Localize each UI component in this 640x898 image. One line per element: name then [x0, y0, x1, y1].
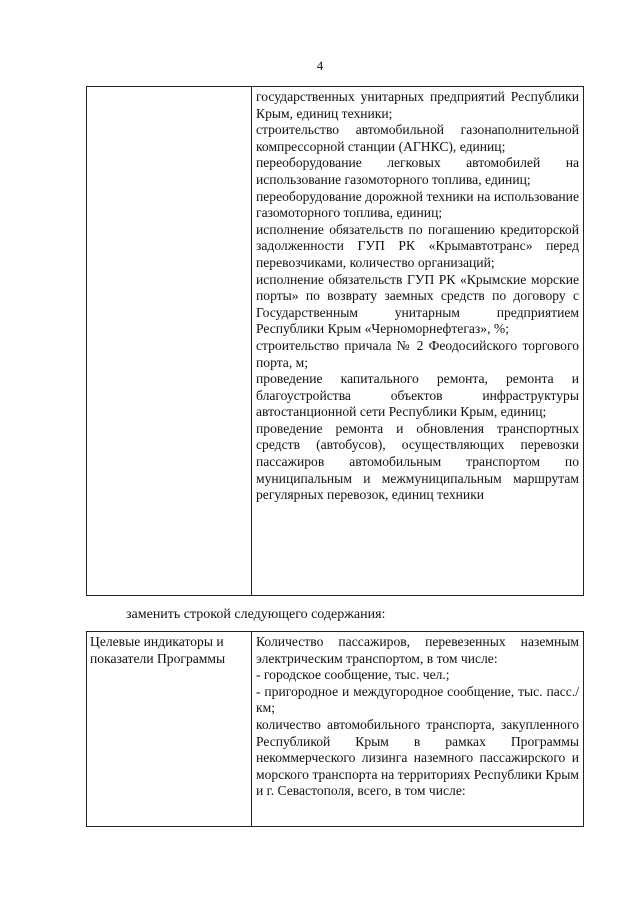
- right-cell-text: [252, 632, 583, 800]
- indicators-table-new: [86, 631, 584, 827]
- table-left-cell: [87, 632, 252, 827]
- page-number: 4: [316, 58, 324, 73]
- indicator-item: исполнение обязательств по погашению кредиторской задолженности ГУП РК «Крымавтотранс» перед перевозчиками, количество организаций;: [256, 221, 579, 270]
- indicator-item: Количество пассажиров, перевезенных наземным электрическим транспортом, в том числе:: [256, 634, 579, 666]
- indicator-item: строительство автомобильной газонаполнительной компрессорной станции (АГНКС), единиц;: [256, 122, 579, 154]
- indicators-table-old: [86, 86, 584, 596]
- indicator-item: - городское сообщение, тыс. чел.;: [256, 667, 450, 683]
- indicator-item: исполнение обязательств ГУП РК «Крымские морские порты» по возврату заемных средств по договору с Государственным унитарным предприятием Республики Крым «Черноморнефтегаз», %;: [256, 271, 579, 337]
- table-row: [87, 87, 584, 596]
- indicator-item: количество автомобильного транспорта, закупленного Республикой Крым в рамках Программы некоммерческого лизинга наземного пассажирского и морского транспорта на территориях Республики Крым и г. Севастополя, всего, в том числе:: [256, 716, 579, 799]
- right-cell-text: [252, 87, 583, 504]
- indicator-item: переоборудование легковых автомобилей на использование газомоторного топлива, единиц;: [256, 155, 579, 187]
- indicator-item: проведение капитального ремонта, ремонта и благоустройства объектов инфраструктуры автостанционной сети Республики Крым, единиц;: [256, 371, 579, 420]
- indicator-item: переоборудование дорожной техники на использование газомоторного топлива, единиц;: [256, 188, 579, 221]
- replacement-intro-text: заменить строкой следующего содержания:: [126, 607, 386, 622]
- table-right-cell: [252, 632, 584, 827]
- left-cell-text: [87, 87, 251, 89]
- table-left-cell: [87, 87, 252, 596]
- indicator-item: - пригородное и междугородное сообщение, тыс. пасс./км;: [256, 683, 579, 716]
- indicator-item: проведение ремонта и обновления транспортных средств (автобусов), осуществляющих перевозки пассажиров автомобильным транспортом по муниципальным и межмуниципальным маршрутам регулярных перевозок, единиц техники: [256, 420, 579, 503]
- table-row: [87, 632, 584, 827]
- table-right-cell: [252, 87, 584, 596]
- indicator-item: строительство причала № 2 Феодосийского торгового порта, м;: [256, 337, 579, 370]
- row-heading: Целевые индикаторы и показатели Программы: [90, 634, 226, 666]
- indicator-item: государственных унитарных предприятий Республики Крым, единиц техники;: [256, 89, 579, 121]
